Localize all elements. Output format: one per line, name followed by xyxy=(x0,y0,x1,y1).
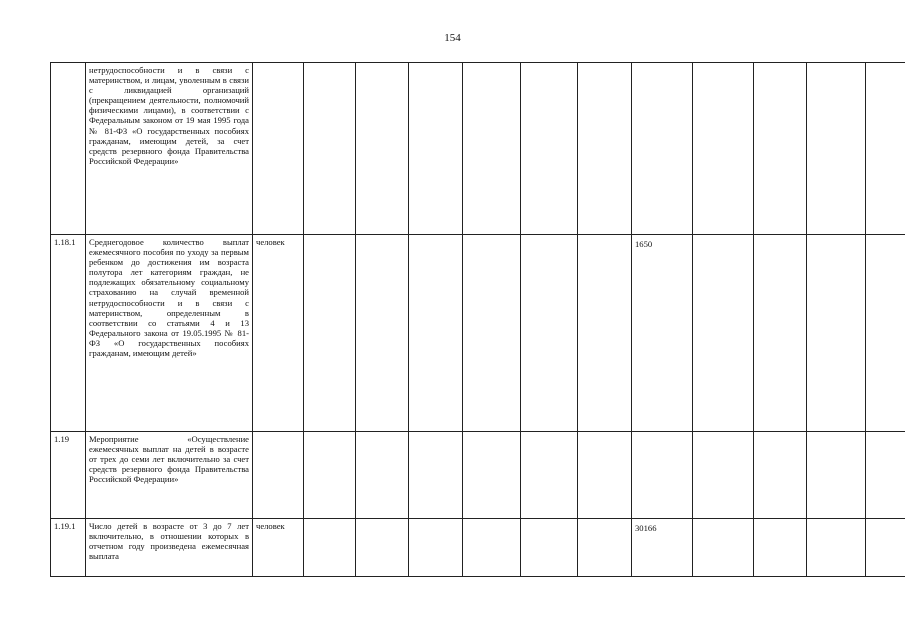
row-number: 1.19 xyxy=(51,432,86,519)
table-row xyxy=(51,235,905,432)
table-cell xyxy=(754,63,807,235)
table-cell xyxy=(356,235,409,432)
page-number: 154 xyxy=(444,32,461,44)
row-description: Число детей в возрасте от 3 до 7 лет включительно, в отношении которых в отчетном году произведена ежемесячная выплата xyxy=(86,519,253,577)
table-cell xyxy=(754,519,807,577)
table-row xyxy=(51,63,905,235)
row-number: 1.18.1 xyxy=(51,235,86,432)
table-row xyxy=(51,432,905,519)
table-cell xyxy=(693,63,754,235)
table-cell xyxy=(807,519,866,577)
table-cell xyxy=(578,519,632,577)
table-row xyxy=(51,519,905,577)
table-cell xyxy=(463,63,521,235)
table-cell xyxy=(521,432,578,519)
table-cell xyxy=(356,519,409,577)
row-description: Мероприятие «Осуществление ежемесячных выплат на детей в возрасте от трех до семи лет включительно за счет средств резервного фонда Правительства Российской Федерации» xyxy=(86,432,253,519)
table-cell xyxy=(409,235,463,432)
table-cell xyxy=(463,432,521,519)
table-cell xyxy=(409,432,463,519)
row-unit: человек xyxy=(253,235,304,432)
row-unit: человек xyxy=(253,519,304,577)
row-unit xyxy=(253,432,304,519)
table-cell xyxy=(693,235,754,432)
table-cell xyxy=(578,63,632,235)
indicators-table xyxy=(50,62,905,577)
table-cell xyxy=(754,432,807,519)
row-description: нетрудоспособности и в связи с материнством, и лицам, уволенным в связи с ликвидацией организаций (прекращением деятельности, полномочий физическими лицами), в соответствии с Федеральным законом от 19 мая 1995 года № 81-ФЗ «О государственных пособиях гражданам, имеющим детей, за счет средств резервного фонда Правительства Российской Федерации» xyxy=(86,63,253,235)
table-cell xyxy=(866,63,905,235)
table-cell xyxy=(463,519,521,577)
table-cell xyxy=(866,235,905,432)
table-cell xyxy=(304,63,356,235)
table-cell xyxy=(807,63,866,235)
row-number: 1.19.1 xyxy=(51,519,86,577)
table-cell xyxy=(807,235,866,432)
table-cell xyxy=(356,63,409,235)
table-cell xyxy=(521,235,578,432)
table-cell xyxy=(521,63,578,235)
row-unit xyxy=(253,63,304,235)
table-cell xyxy=(463,235,521,432)
row-value xyxy=(632,63,693,235)
table-cell xyxy=(866,519,905,577)
table-cell xyxy=(693,519,754,577)
table-cell xyxy=(304,519,356,577)
table-cell xyxy=(304,432,356,519)
row-value xyxy=(632,432,693,519)
row-value: 1650 xyxy=(632,235,693,432)
table-cell xyxy=(807,432,866,519)
row-number xyxy=(51,63,86,235)
table-cell xyxy=(866,432,905,519)
table-cell xyxy=(754,235,807,432)
row-value: 30166 xyxy=(632,519,693,577)
table-cell xyxy=(521,519,578,577)
row-description: Среднегодовое количество выплат ежемесячного пособия по уходу за первым ребенком до достижения им возраста полутора лет категориям граждан, не подлежащих обязательному социальному страхованию на случай временной нетрудоспособности и в связи с материнством, определенным в соответствии со статьями 4 и 13 Федерального закона от 19.05.1995 № 81-ФЗ «О государственных пособиях гражданам, имеющим детей» xyxy=(86,235,253,432)
table-cell xyxy=(304,235,356,432)
table-cell xyxy=(578,235,632,432)
table-cell xyxy=(409,63,463,235)
table-cell xyxy=(356,432,409,519)
table-cell xyxy=(578,432,632,519)
table-cell xyxy=(409,519,463,577)
table-cell xyxy=(693,432,754,519)
